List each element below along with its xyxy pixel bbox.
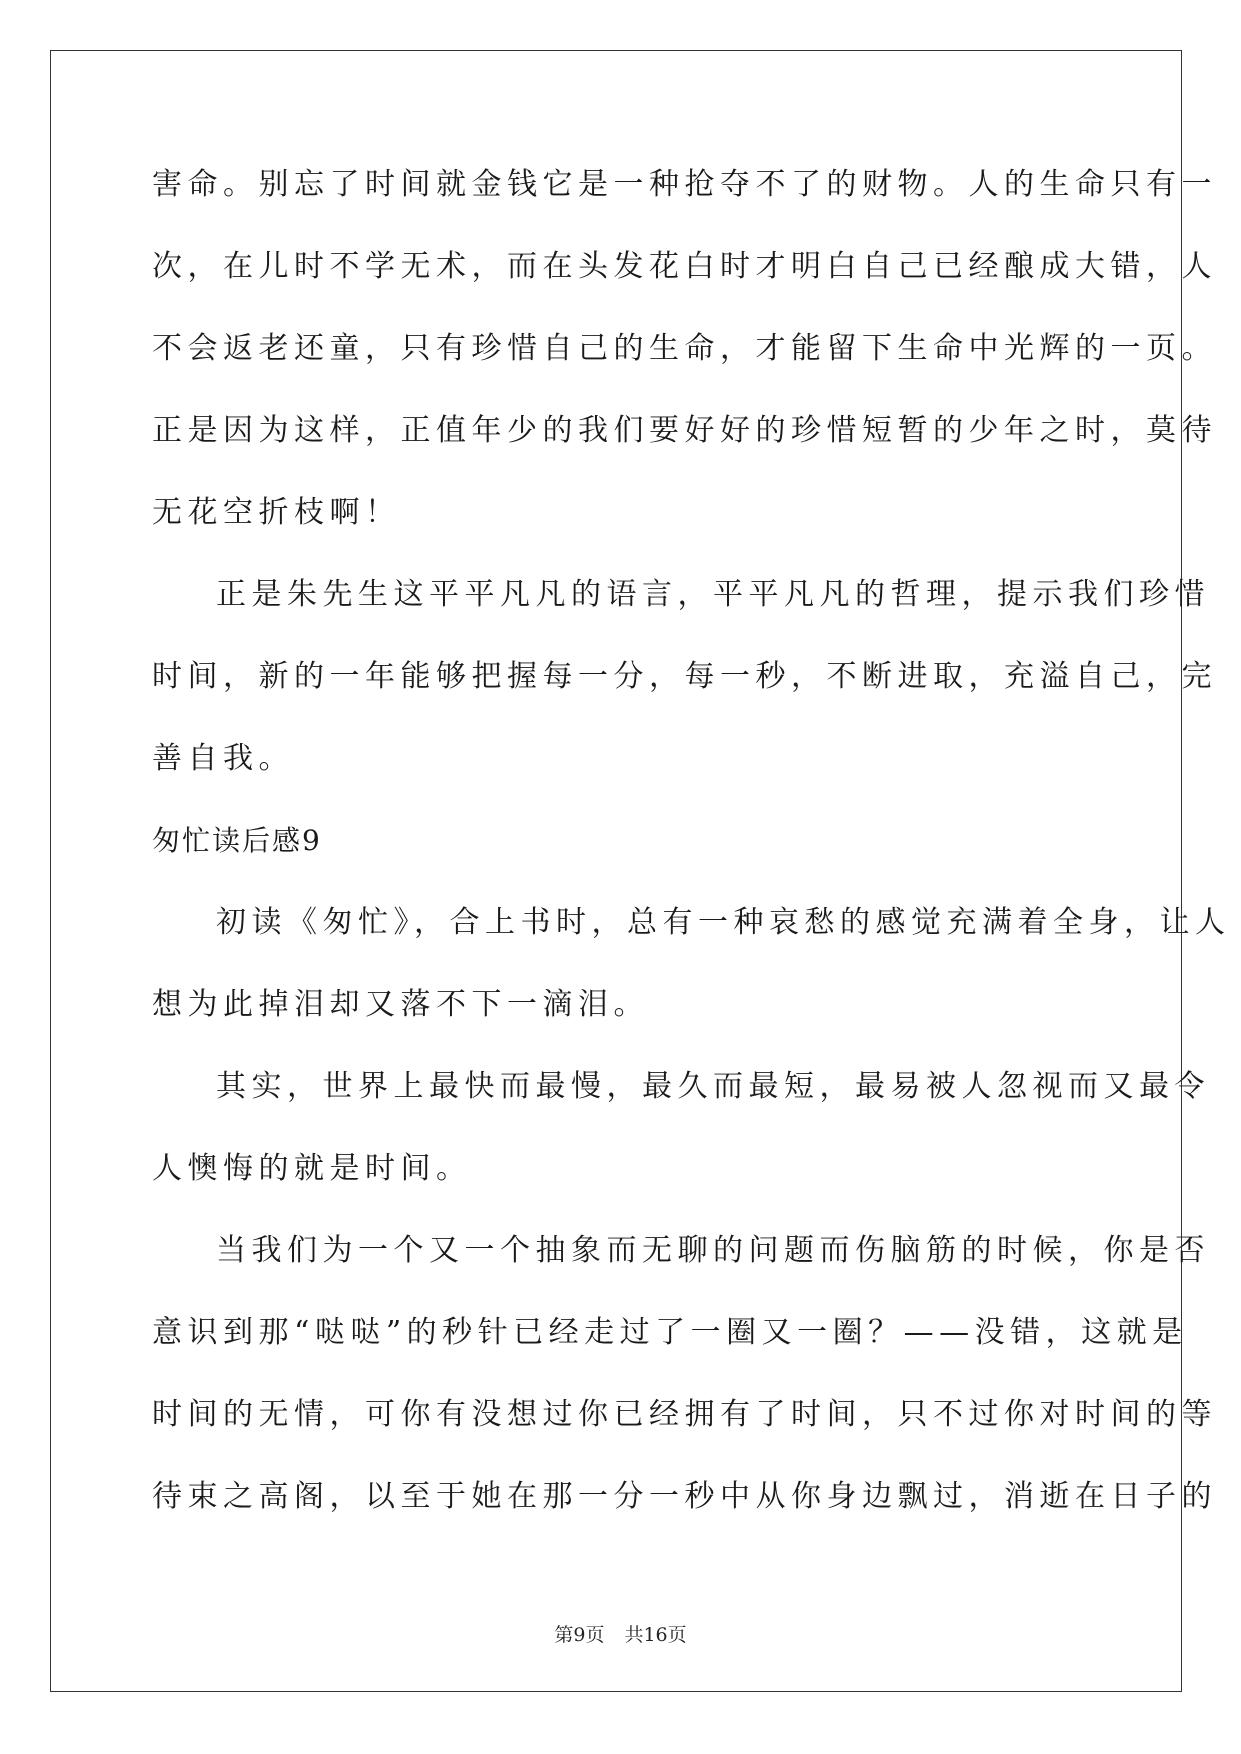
text-line: 无花空折枝啊！ [152,495,401,530]
text-line: 时间的无情，可你有没想过你已经拥有了时间，只不过你对时间的等 [152,1397,1217,1432]
paragraph-start-line: 正是朱先生这平平凡凡的语言，平平凡凡的哲理，提示我们珍惜 [216,577,1210,612]
text-line: 害命。别忘了时间就金钱它是一种抢夺不了的财物。人的生命只有一 [152,167,1217,202]
page-footer [0,1620,1241,1647]
text-line: 时间，新的一年能够把握每一分，每一秒，不断进取，充溢自己，完 [152,659,1217,694]
text-line: 人懊悔的就是时间。 [152,1151,472,1186]
document-body [152,158,1231,1552]
text-line: 善自我。 [152,741,294,776]
page-total: 共16页 [624,1624,687,1646]
text-line: 不会返老还童，只有珍惜自己的生命，才能留下生命中光辉的一页。 [152,331,1217,366]
text-line: 意识到那“哒哒”的秒针已经走过了一圈又一圈？——没错，这就是 [152,1315,1188,1350]
text-line: 待束之高阁，以至于她在那一分一秒中从你身边飘过，消逝在日子的 [152,1479,1217,1514]
text-line: 次，在儿时不学无术，而在头发花白时才明白自己已经酿成大错，人 [152,249,1217,284]
text-line: 想为此掉泪却又落不下一滴泪。 [152,987,649,1022]
paragraph-start-line: 当我们为一个又一个抽象而无聊的问题而伤脑筋的时候，你是否 [216,1233,1210,1268]
paragraph-start-line: 其实，世界上最快而最慢，最久而最短，最易被人忽视而又最令 [216,1069,1210,1104]
page-number: 第9页 [554,1624,605,1646]
section-heading: 匆忙读后感9 [152,824,322,857]
paragraph-start-line: 初读《匆忙》，合上书时，总有一种哀愁的感觉充满着全身，让人 [216,905,1231,940]
text-line: 正是因为这样，正值年少的我们要好好的珍惜短暂的少年之时，莫待 [152,413,1217,448]
